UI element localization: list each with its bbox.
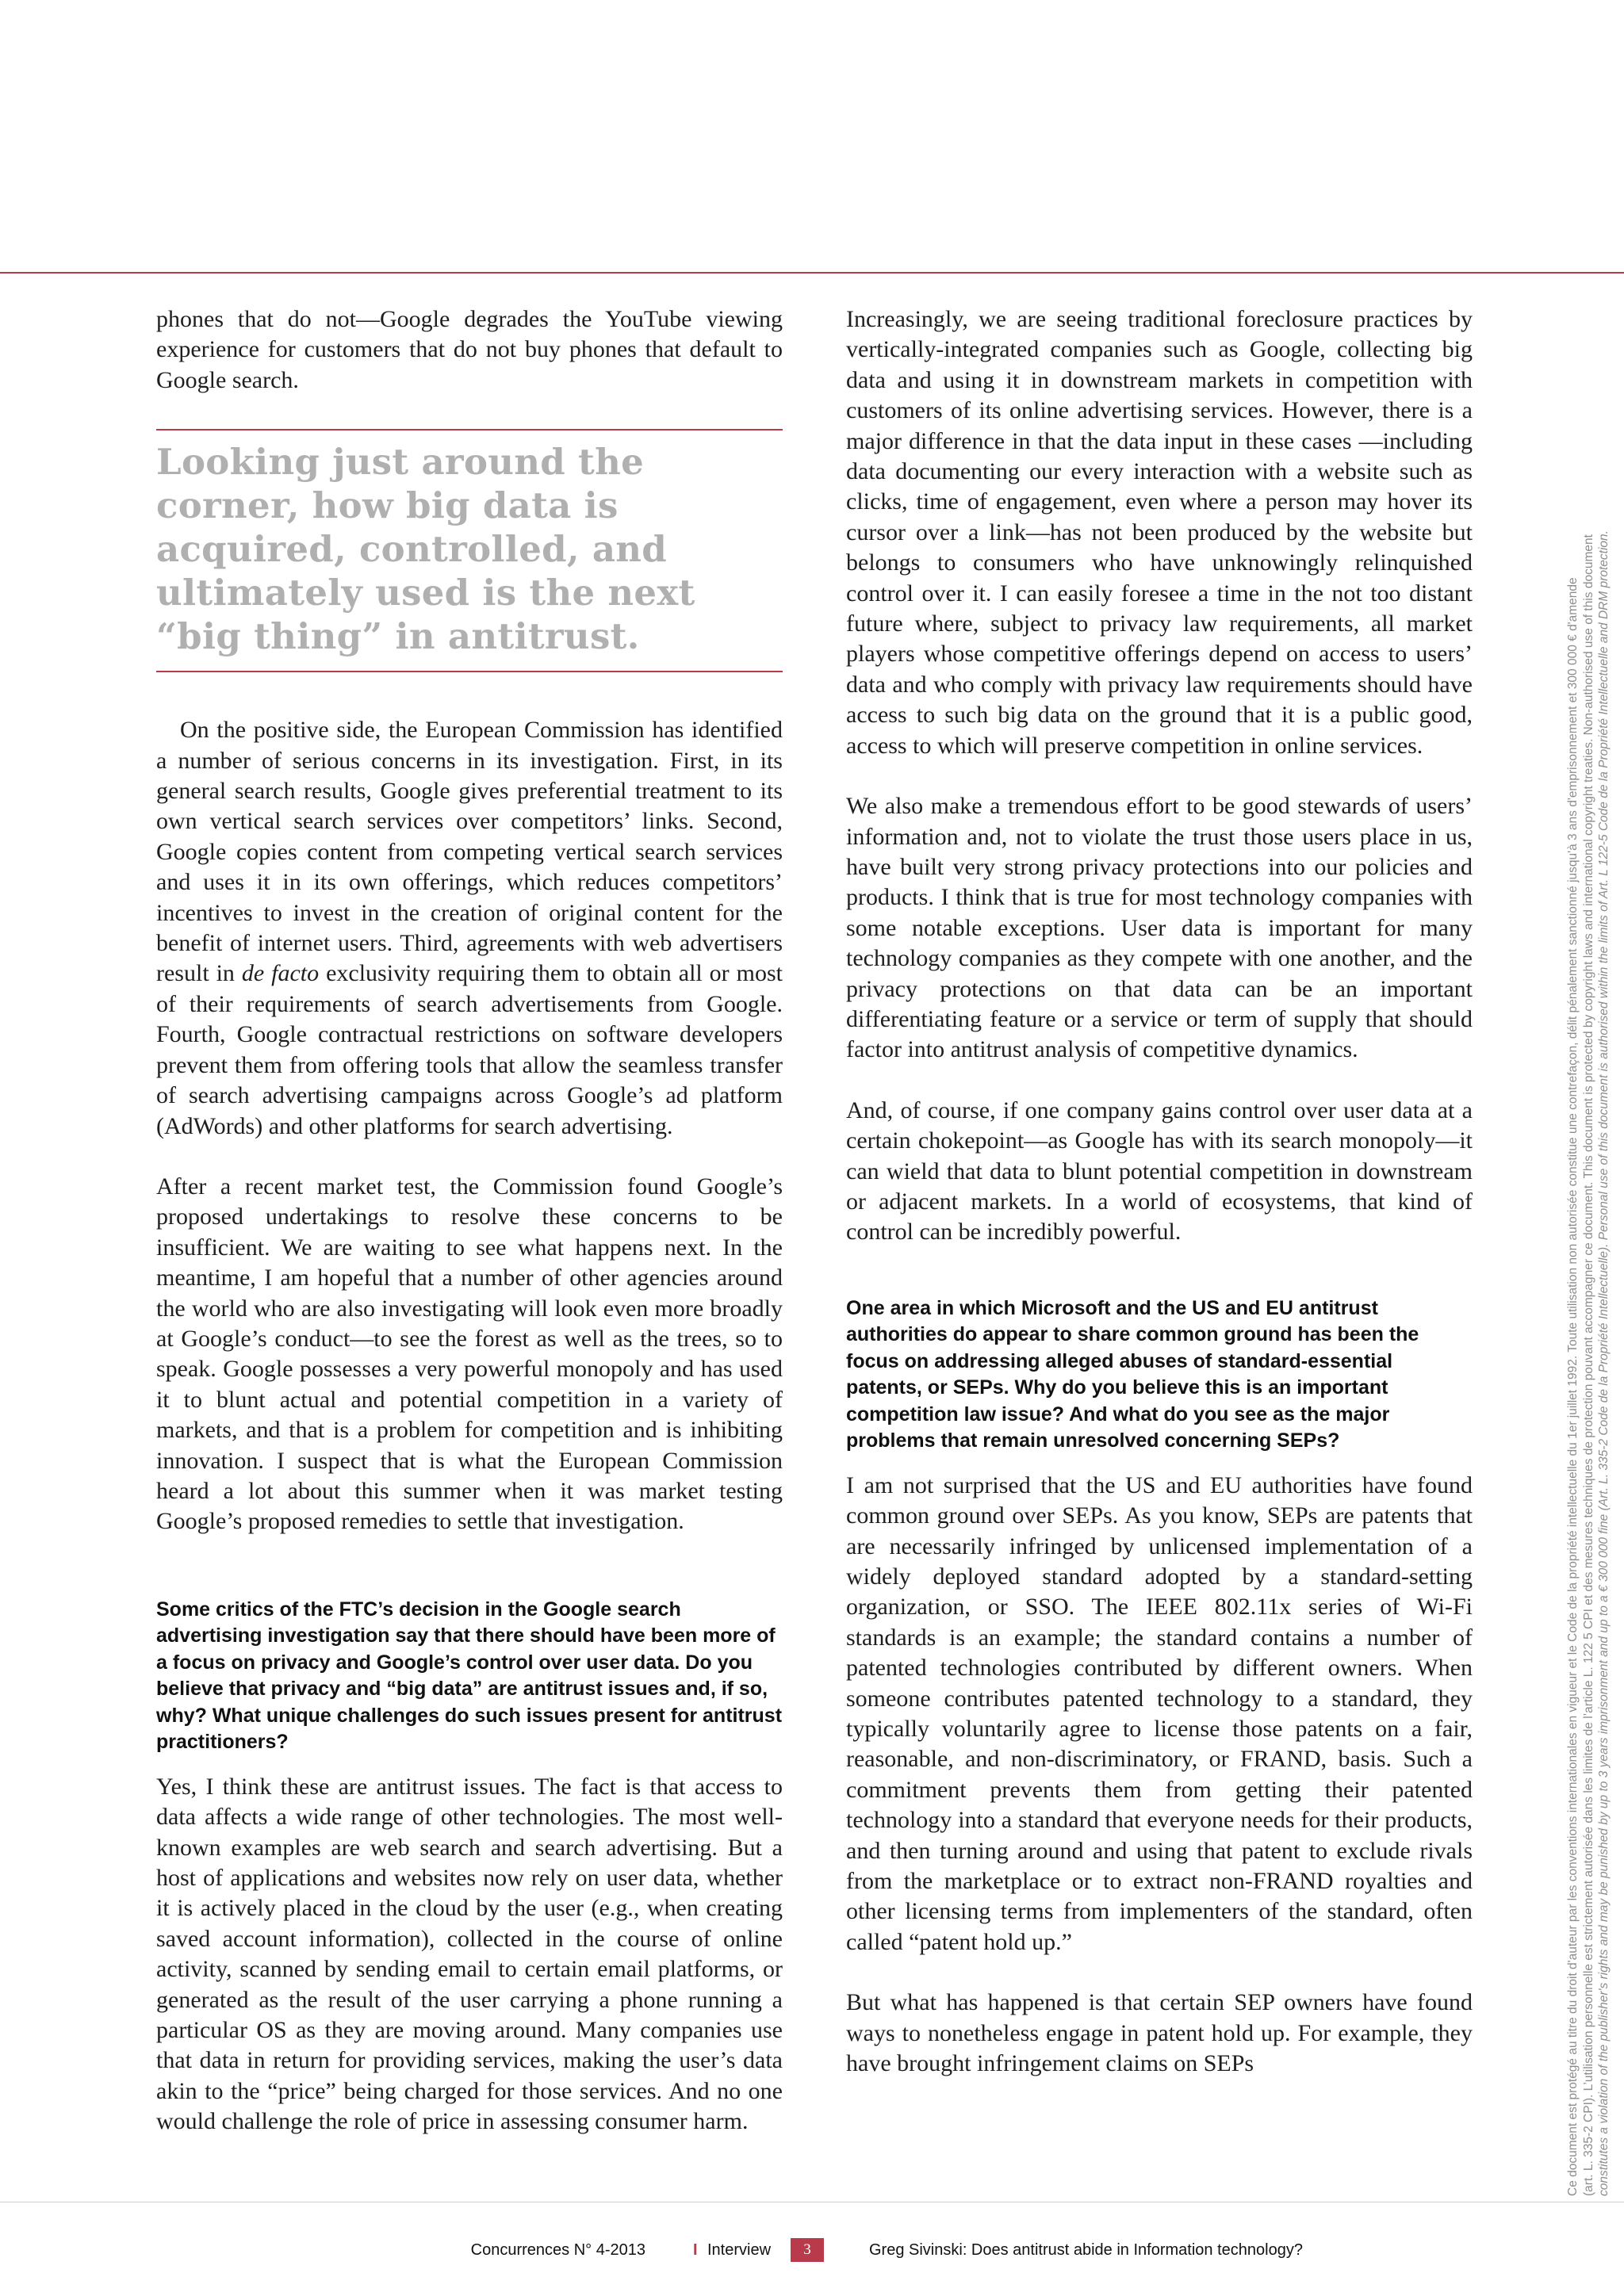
- pull-quote: Looking just around the corner, how big data is acquired, controlled, and ultimately used is the next “big thing” in antitrust.: [156, 429, 783, 672]
- footer-article-title: Greg Sivinski: Does antitrust abide in Information technology?: [869, 2241, 1303, 2259]
- paragraph-positive-part1: On the positive side, the European Commission has identified a number of serious concerns in its investigation. First, in its general search results, Google gives preferential treatment to its own vertical search services over competitors’ links. Second, Google copies content from competing vertical search services and uses it in its own offerings, which reduces competitors’ incentives to invest in the creation of original content for the benefit of internet users. Third, agreements with web advertisers result in: [156, 717, 783, 987]
- paragraph-foreclosure: Increasingly, we are seeing traditional foreclosure practices by vertically-integrated companies such as Google, collecting big data and using it in downstream markets in competition with customers of its online advertising services. However, there is a major difference in that the data input in these cases —including data documenting our every interaction with a website such as clicks, time of engagement, even where a person may hover its cursor over a link—has not been produced by the website but belongs to consumers who have unknowingly relinquished control over it. I can easily foresee a time in the not too distant future where, subject to privacy law requirements, all market players whose competitive offerings depend on access to users’ data and who comply with privacy law requirements should have access to such big data on the ground that it is a public good, access to which will preserve competition in online services.: [846, 306, 1473, 759]
- copyright-notice-line3: constitutes a violation of the publisher's rights and may be punished by up to 3 years imprisonment and up to a € 300 000 fine (Art. L. 335-2 Code de la Propriété Intellectuelle). Personal use of this document is authorised within the limits of Art. L 122-5 Code de la Propriété Intellectuelle and DRM protection.: [1597, 530, 1611, 2196]
- paragraph-answer-seps: I am not surprised that the US and EU authorities have found common ground over SEPs. As you know, SEPs are patents that are necessarily infringed by unlicensed implementation of a widely deployed standard adopted by a standard-setting organization, or SSO. The IEEE 802.11x series of Wi-Fi standards is an example; the standard contains a number of patented technologies contributed by different owners. When someone contributes patented technology to a standard, they typically voluntarily agree to license those patents on a fair, reasonable, and non-discriminatory, or FRAND, basis. Such a commitment prevents them from getting their patented technology into a standard that everyone needs for their products, and then turning around and using that patent to exclude rivals from the marketplace or to extract non-FRAND royalties and other licensing terms from implementers of the standard, often called “patent hold up.”: [846, 1471, 1473, 1955]
- interview-question-seps: One area in which Microsoft and the US and EU antitrust authorities do appear to share common ground has been the focus on addressing alleged abuses of standard-essential patents, or SEPs. Why do you believe this is an important competition law issue? And what do you see as the major problems that remain unresolved concerning SEPs?: [846, 1296, 1419, 1452]
- copyright-notice-line2: (art. L. 335-2 CPI). L’utilisation personnelle est strictement autorisée dans les limites de l’article L. 122 5 CPI et des mesures techniques de protection pouvant accompagner ce document. This document is protected by copyright laws and international copyright treaties. Non-authorised use of this document: [1581, 534, 1595, 2196]
- header-rule: [0, 272, 1624, 274]
- paragraph-chokepoint: And, of course, if one company gains control over user data at a certain chokepoint—as Google has with its search monopoly—it can wield that data to blunt potential competition in downstream or adjacent markets. In a world of ecosystems, that kind of control can be incredibly powerful.: [846, 1096, 1473, 1246]
- footer-page-number: 3: [791, 2238, 824, 2262]
- interview-question-privacy: Some critics of the FTC’s decision in the Google search advertising investigation say that there should have been more of a focus on privacy and Google’s control over user data. Do you believe that privacy and “big data” are antitrust issues and, if so, why? What unique challenges do such issues present for antitrust practitioners?: [156, 1598, 783, 1754]
- paragraph-market-test: After a recent market test, the Commission found Google’s proposed undertakings to resolve these concerns to be insufficient. We are waiting to see what happens next. In the meantime, I am hopeful that a number of other agencies around the world who are also investigating will look even more broadly at Google’s conduct—to see the forest as well as the trees, so to speak. Google possesses a very powerful monopoly and has used it to blunt actual and potential competition in a variety of markets, and that is a problem for competition and is inhibiting innovation. I suspect that is what the European Commission heard a lot about this summer when it was market testing Google’s proposed remedies to settle that investigation.: [156, 1173, 783, 1535]
- right-column: [846, 304, 1473, 2080]
- paragraph-stewards: We also make a tremendous effort to be good stewards of users’ information and, not to violate the trust those users place in us, have built very strong privacy protections into our policies and products. I think that is true for most technology companies with some notable exceptions. User data is important for many technology companies as they compete with one another, and the privacy protections on that data can be an important differentiating feature or a service or term of supply that should factor into antitrust analysis of competitive dynamics.: [846, 793, 1473, 1063]
- copyright-notice: [1565, 309, 1612, 2196]
- paragraph-answer-privacy: Yes, I think these are antitrust issues. The fact is that access to data affects a wide range of other technologies. The most well-known examples are web search and search advertising. But a host of applications and websites now rely on user data, whether it is actively placed in the cloud by the user (e.g., when creating saved account information), collected in the course of online activity, scanned by sending email to certain email platforms, or generated as the result of the user carrying a phone running a particular OS as they are moving around. Many companies use that data in return for providing services, making the user’s data akin to the “price” being charged for those services. And no one would challenge the role of price in assessing consumer harm.: [156, 1773, 783, 2135]
- footer-separator: I: [693, 2241, 698, 2259]
- paragraph-positive-part2: exclusivity requiring them to obtain all or most of their requirements of search advertisements from Google. Fourth, Google contractual restrictions on software developers prevent them from offering tools that allow the seamless transfer of search advertising campaigns across Google’s ad platform (AdWords) and other platforms for search advertising.: [156, 960, 783, 1139]
- copyright-notice-line1: Ce document est protégé au titre du droit d'auteur par les conventions internationales en vigueur et le Code de la propriété intellectuelle du 1er juillet 1992. Toute utilisation non autorisée constitue une contrefaçon, délit pénalement sanctionné jusqu'à 3 ans d'emprisonnement et 300 000 € d'amende: [1566, 577, 1580, 2196]
- footer-section: Interview: [707, 2241, 772, 2259]
- footer-journal: Concurrences N° 4-2013: [470, 2241, 645, 2259]
- paragraph-holdup: But what has happened is that certain SEP owners have found ways to nonetheless engage in patent hold up. For example, they have brought infringement claims on SEPs: [846, 1989, 1473, 2077]
- paragraph-continuation: phones that do not—Google degrades the YouTube viewing experience for customers that do not buy phones that default to Google search.: [156, 306, 783, 393]
- left-column: [156, 304, 783, 2137]
- page-footer: [0, 2238, 1624, 2262]
- paragraph-positive-side: [156, 715, 783, 1142]
- de-facto-italic: de facto: [241, 960, 320, 987]
